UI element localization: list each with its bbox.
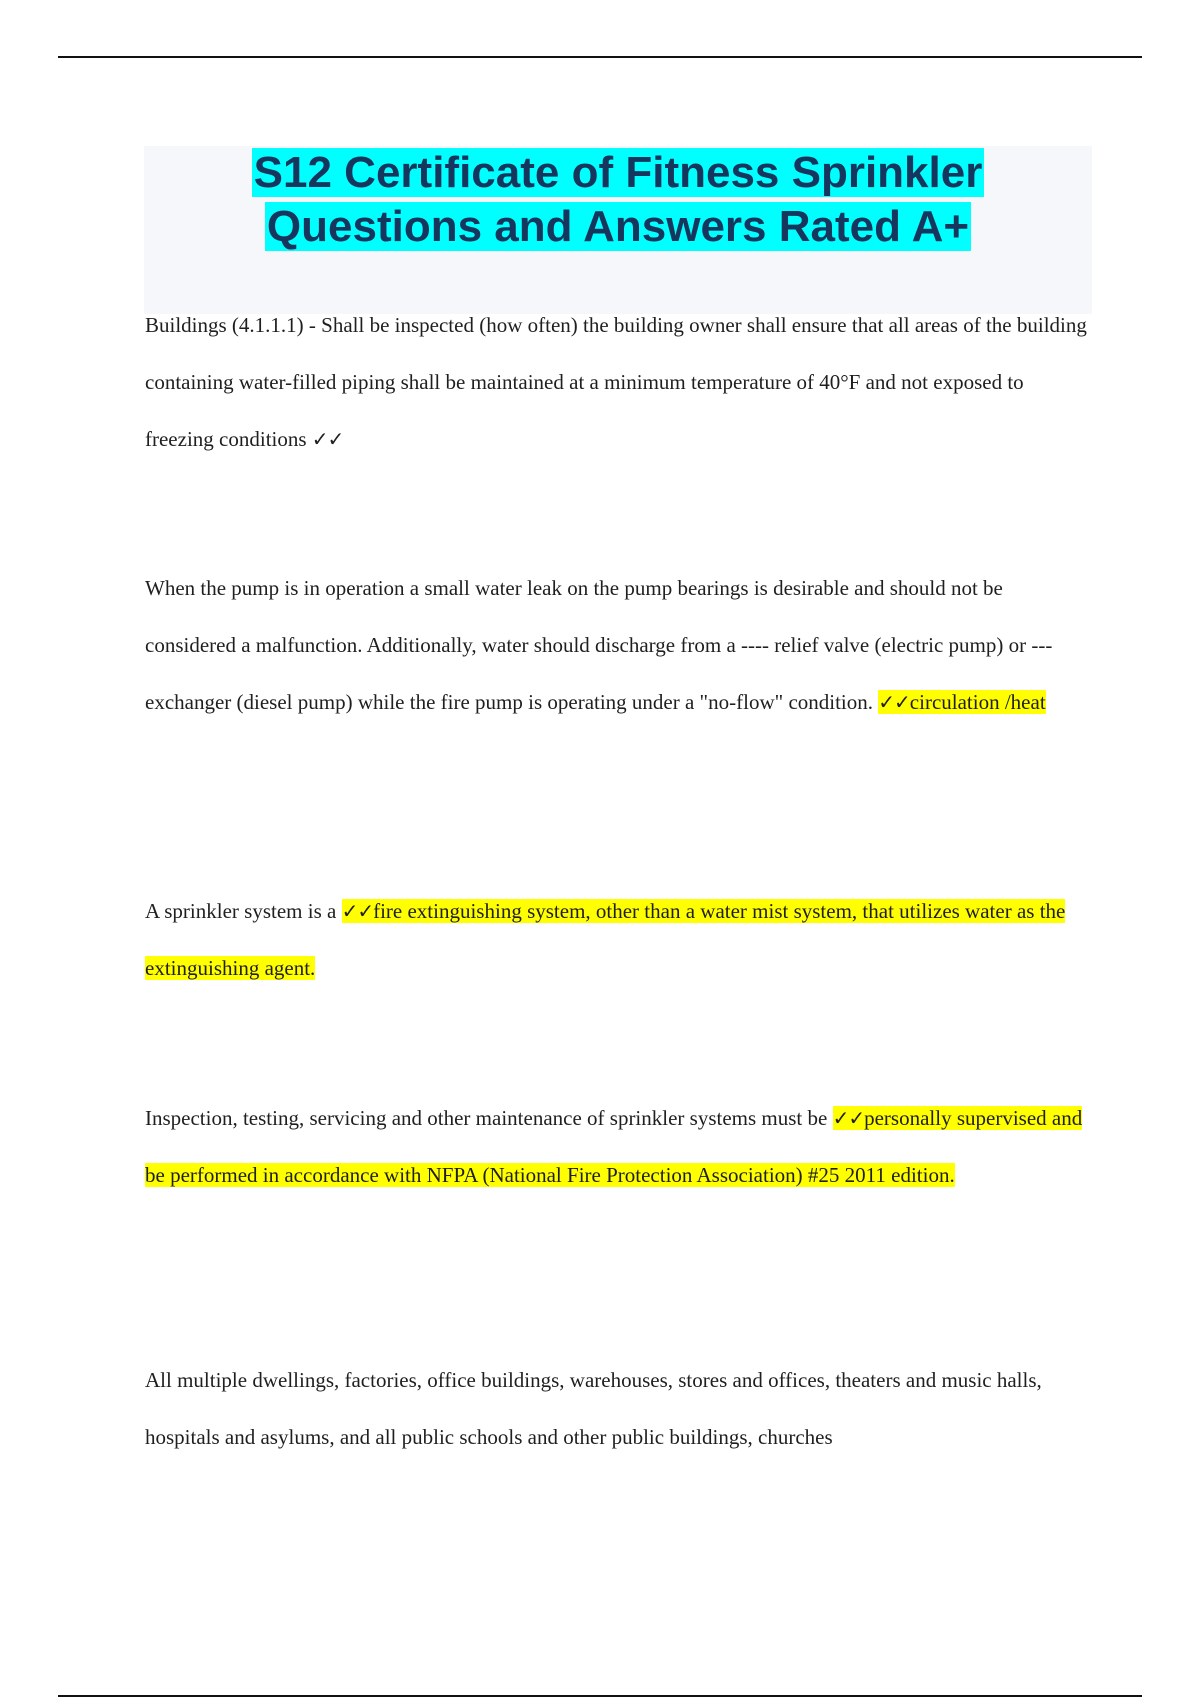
document-title [144, 146, 1092, 254]
question-text: Inspection, testing, servicing and other maintenance of sprinkler systems must be [145, 1106, 828, 1130]
answer-highlight [878, 690, 1045, 714]
qa-entry-2 [145, 560, 1095, 731]
question-text: When the pump is in operation a small water leak on the pump bearings is desirable and should not be considered a malfunction. Additionally, water should discharge from a ---- relief valve (electric pump) or --- exchanger (diesel pump) while the fire pump is operating under a "no-flow" condition. [145, 576, 1053, 714]
double-check-icon: ✓✓ [341, 899, 374, 923]
answer-text: personally supervised and be performed in accordance with NFPA (National Fire Protection Association) #25 2011 edition. [145, 1106, 1083, 1187]
double-check-icon: ✓✓ [878, 690, 910, 714]
question-text: A sprinkler system is a [145, 899, 337, 923]
double-check-icon: ✓✓ [311, 427, 344, 451]
qa-entry-1 [145, 297, 1095, 468]
question-text: All multiple dwellings, factories, office buildings, warehouses, stores and offices, theaters and music halls, hospitals and asylums, and all public schools and other public buildings, churches [145, 1368, 1042, 1449]
answer-text: circulation /heat [909, 690, 1046, 714]
qa-entry-3 [145, 883, 1095, 997]
answer-text: fire extinguishing system, other than a water mist system, that utilizes water as the extinguishing agent. [145, 899, 1066, 980]
double-check-icon: ✓✓ [832, 1106, 865, 1130]
title-line-2: Questions and Answers Rated A+ [266, 202, 970, 251]
top-rule [58, 56, 1142, 58]
qa-entry-5 [145, 1352, 1095, 1466]
question-text: Buildings (4.1.1.1) - Shall be inspected (how often) the building owner shall ensure that all areas of the building containing water-filled piping shall be maintained at a minimum temperature of 40°F and not exposed to freezing conditions [145, 313, 1087, 451]
qa-entry-4 [145, 1090, 1095, 1204]
title-line-1: S12 Certificate of Fitness Sprinkler [253, 148, 983, 197]
bottom-rule [58, 1695, 1142, 1697]
